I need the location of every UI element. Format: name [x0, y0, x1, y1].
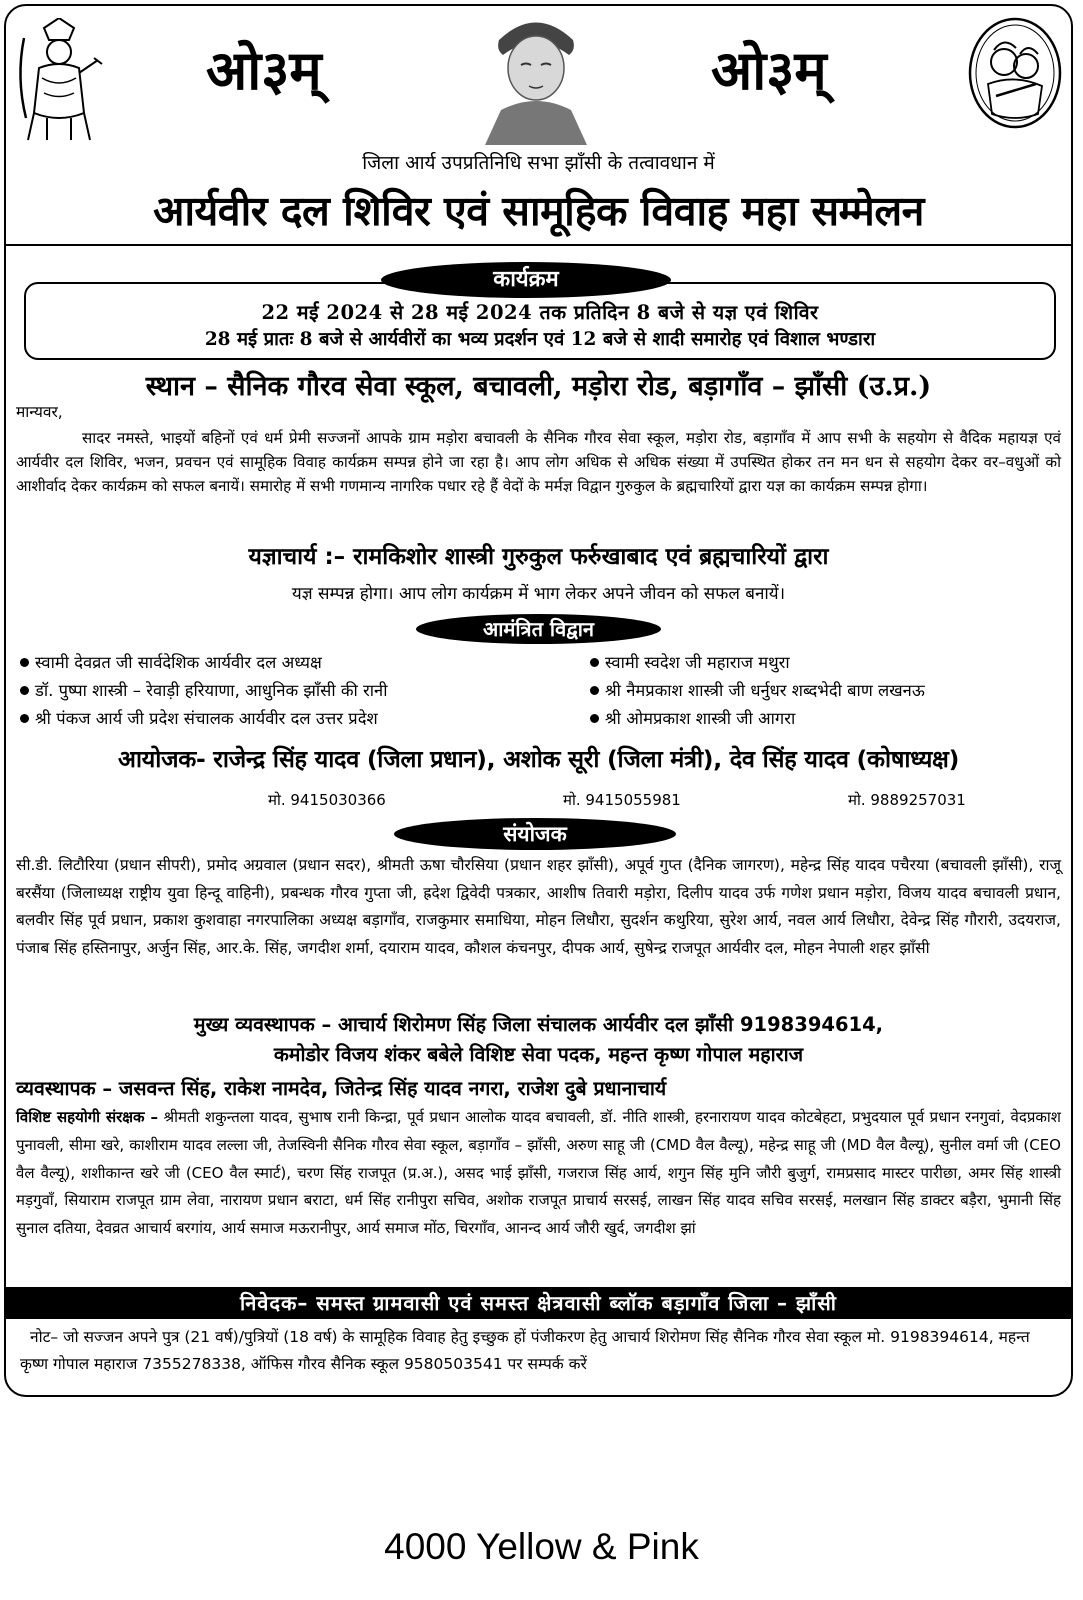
scholar-left-3: श्री पंकज आर्य जी प्रदेश संचालक आर्यवीर दल उत्तर प्रदेश: [20, 709, 378, 729]
managers-line: व्यवस्थापक – जसवन्त सिंह, राकेश नामदेव, जितेन्द्र सिंह यादव नगरा, राजेश दुबे प्रधानाचार्य: [16, 1077, 667, 1100]
bullet-icon: [590, 714, 599, 723]
footer-caption: 4000 Yellow & Pink: [384, 1526, 699, 1567]
patrons-paragraph: [16, 1104, 1061, 1243]
deity-illustration-left: [14, 18, 104, 143]
program-label: कार्यक्रम: [381, 262, 671, 298]
bullet-icon: [590, 658, 599, 667]
yagya-line: यज्ञ सम्पन्न होगा। आप लोग कार्यक्रम में भाग लेकर अपने जीवन को सफल बनायें।: [291, 584, 786, 604]
title-divider: [6, 244, 1071, 246]
organiser-phone-2: मो. 9415055981: [563, 791, 681, 809]
main-title: आर्यवीर दल शिविर एवं सामूहिक विवाह महा सम्मेलन: [153, 187, 924, 235]
organiser-phone-3: मो. 9889257031: [848, 791, 966, 809]
bullet-icon: [20, 686, 29, 695]
program-line-2: 28 मई प्रातः 8 बजे से आर्यवीरों का भव्य प्रदर्शन एवं 12 बजे से शादी समारोह एवं विशाल भण्डारा: [204, 329, 876, 350]
salutation: मान्यवर,: [16, 403, 63, 421]
bullet-icon: [20, 714, 29, 723]
invitation-poster: [4, 4, 1073, 1397]
convenors-paragraph: सी.डी. लिटौरिया (प्रधान सीपरी), प्रमोद अग्रवाल (प्रधान सदर), श्रीमती ऊषा चौरसिया (प्रधान शहर झाँसी), अपूर्व गुप्त (दैनिक जागरण), महेन्द्र सिंह यादव पचैरया (बचावली झाँसी), राजू बरसैंया (जिलाध्यक्ष राष्ट्रीय युवा हिन्दू वाहिनी), प्रबन्धक गौरव गुप्ता जी, ह्रदेश द्विवेदी पत्रकार, आशीष तिवारी मड़ोरा, दिलीप यादव उर्फ गणेश प्रधान मड़ोरा, विजय यादव बचावली प्रधान, बलवीर सिंह पूर्व प्रधान, प्रकाश कुशवाहा नगरपालिका अध्यक्ष बड़ागाँव, राजकुमार समाधिया, मोहन लिधौरा, सुदर्शन कथुरिया, सुरेश आर्य, नवल आर्य लिधौरा, देवेन्द्र सिंह गौरारी, उदयराज, पंजाब सिंह हस्तिनापुर, अर्जुन सिंह, आर.के. सिंह, जगदीश शर्मा, दयाराम यादव, कौशल कंचनपुर, दीपक आर्य, सुषेन्द्र राजपूत आर्यवीर दल, मोहन नेपाली शहर झाँसी: [16, 856, 1061, 957]
program-line-1: 22 मई 2024 से 28 मई 2024 तक प्रतिदिन 8 बजे से यज्ञ एवं शिविर: [261, 301, 819, 324]
organiser-phone-1: मो. 9415030366: [268, 791, 386, 809]
chief-manager-line-1: मुख्य व्यवस्थापक – आचार्य शिरोमण सिंह जिला संचालक आर्यवीर दल झाँसी 9198394614,: [193, 1013, 884, 1036]
venue-line: स्थान – सैनिक गौरव सेवा स्कूल, बचावली, मड़ोरा रोड, बड़ागाँव – झाँसी (उ.प्र.): [145, 371, 932, 402]
under-aegis-line: जिला आर्य उपप्रतिनिधि सभा झाँसी के तत्वावधान में: [362, 152, 715, 174]
scholar-right-3: श्री ओमप्रकाश शास्त्री जी आगरा: [590, 709, 795, 729]
patrons-text: श्रीमती शकुन्तला यादव, सुभाष रानी किन्द्रा, पूर्व प्रधान आलोक यादव बचावली, डॉ. नीति शास्त्री, हरनारायण यादव कोटबेहटा, प्रभुदयाल पूर्व प्रधान रनगुवां, वेदप्रकाश पुनावली, सीमा खरे, काशीराम यादव लल्ला जी, तेजस्विनी सैनिक गौरव सेवा स्कूल, बड़ागाँव – झाँसी, अरुण साहू जी (CMD वैल वैल्यू), महेन्द्र साहू जी (MD वैल वैल्यू), सुनील वर्मा जी (CEO वैल वैल्यू), शशीकान्त खरे जी (CEO वैल स्मार्ट), चरण सिंह राजपूत (प्र.अ.), असद भाई झाँसी, गजराज सिंह आर्य, शगुन सिंह मुनि जौरी बुजुर्ग, रामप्रसाद मास्टर पारीछा, अमर सिंह शास्त्री मड़गुवाँ, सियाराम राजपूत ग्राम लेवा, नारायण प्रधान बराटा, धर्म सिंह रानीपुरा सचिव, अशोक राजपूत प्राचार्य सरसई, लाखन सिंह यादव सचिव सरसई, मलखान सिंह डाक्टर बड़ैरा, भुमानी सिंह सुनाल दतिया, देवव्रत आचार्य बरगांय, आर्य समाज मऊरानीपुर, आर्य समाज मोंठ, चिरगाँव, आनन्द आर्य जौरी खुर्द, जगदीश झां: [16, 1108, 1061, 1238]
invitation-paragraph: सादर नमस्ते, भाइयों बहिनों एवं धर्म प्रेमी सज्जनों आपके ग्राम मड़ोरा बचावली के सैनिक गौरव सेवा स्कूल, मड़ोरा रोड, बड़ागाँव में आप सभी के सहयोग से वैदिक महायज्ञ एवं आर्यवीर दल शिविर, भजन, प्रवचन एवं सामूहिक विवाह कार्यक्रम सम्पन्न होने जा रहा है। आप लोग अधिक से अधिक संख्या में उपस्थित होकर तन मन धन से सहयोग देकर वर–वधुओं को आशीर्वाद देकर कार्यक्रम को सफल बनायें। समारोह में सभी गणमान्य नागरिक पधार रहे हैं वेदों के मर्मज्ञ विद्वान गुरुकुल के ब्रह्मचारियों द्वारा यज्ञ का कार्यक्रम सम्पन्न होगा।: [16, 429, 1061, 495]
scholars-label: आमंत्रित विद्वान: [416, 614, 661, 644]
yagyacharya-line: यज्ञाचार्य :– रामकिशोर शास्त्री गुरुकुल फर्रुखाबाद एवं ब्रह्मचारियों द्वारा: [248, 544, 829, 570]
organisers-line: आयोजक- राजेन्द्र सिंह यादव (जिला प्रधान), अशोक सूरी (जिला मंत्री), देव सिंह यादव (कोषाध्यक्ष): [117, 745, 960, 773]
om-right: ओ३म्: [711, 38, 827, 102]
scholar-left-1: स्वामी देवव्रत जी सार्वदेशिक आर्यवीर दल अध्यक्ष: [20, 653, 322, 673]
convenors-label: संयोजक: [394, 818, 676, 850]
om-left: ओ३म्: [206, 38, 322, 102]
bullet-icon: [20, 658, 29, 667]
chief-manager-line-2: कमोडोर विजय शंकर बबेले विशिष्ट सेवा पदक, महन्त कृष्ण गोपाल महाराज: [273, 1043, 804, 1066]
bullet-icon: [590, 686, 599, 695]
scholar-right-2: श्री नैमप्रकाश शास्त्री जी धर्नुधर शब्दभेदी बाण लखनऊ: [590, 681, 925, 701]
scholar-left-2: डॉ. पुष्पा शास्त्री – रेवाड़ी हरियाणा, आधुनिक झाँसी की रानी: [20, 681, 387, 701]
radha-krishna-illustration: [966, 14, 1064, 132]
appeal-line: निवेदक– समस्त ग्रामवासी एवं समस्त क्षेत्रवासी ब्लॉक बड़ागाँव जिला – झाँसी: [240, 1291, 837, 1315]
note-paragraph: नोट– जो सज्जन अपने पुत्र (21 वर्ष)/पुत्रियों (18 वर्ष) के सामूहिक विवाह हेतु इच्छुक हों पंजीकरण हेतु आचार्य शिरोमण सिंह सैनिक गौरव सेवा स्कूल मो. 9198394614, महन्त कृष्ण गोपाल महाराज 7355278338, ऑफिस गौरव सैनिक स्कूल 9580503541 पर सम्पर्क करें: [20, 1328, 1030, 1373]
portrait-illustration: [481, 10, 591, 145]
scholar-right-1: स्वामी स्वदेश जी महाराज मथुरा: [590, 653, 790, 673]
patrons-label: विशिष्ट सहयोगी संरक्षक –: [16, 1108, 158, 1126]
